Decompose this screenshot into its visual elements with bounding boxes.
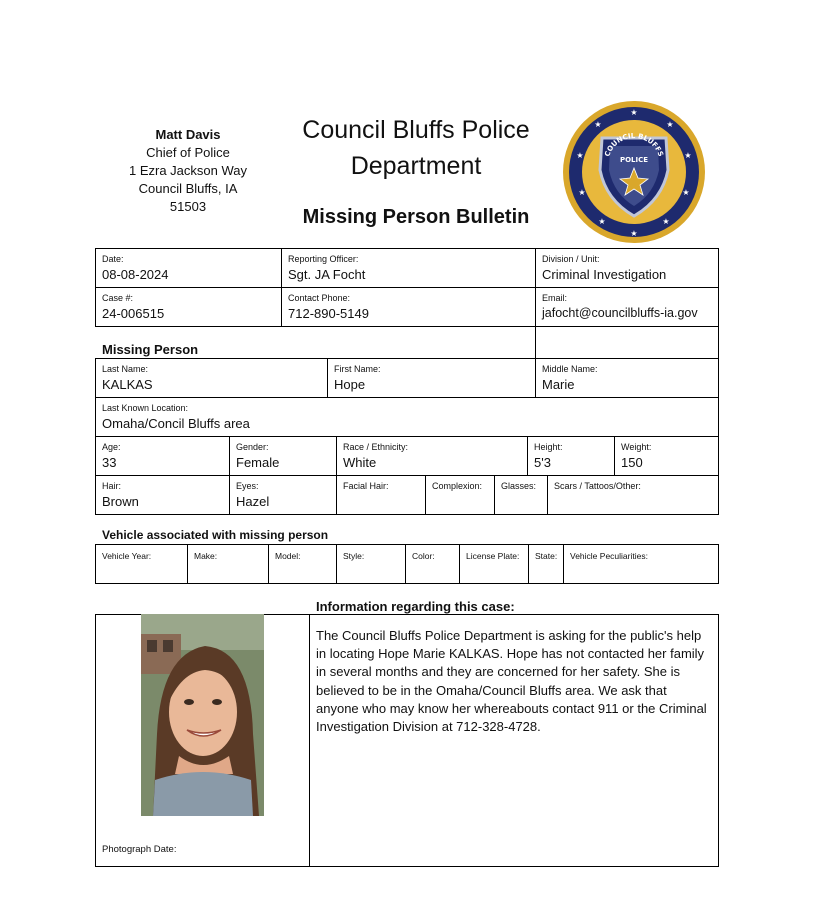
gender-cell [229,436,337,476]
hair-label: Hair: [102,481,122,491]
last-known-location-label: Last Known Location: [102,403,189,413]
case-information-text: The Council Bluffs Police Department is asking for the public's help in locating Hope Marie KALKAS. Hope has not contacted her family in several months and they are concerned for her safety. She is believed to be in the Omaha/Council Bluffs area. We ask that anyone who may know her whereabouts contact 911 or the Criminal Investigation Division at 712-328-4728. [316,628,707,735]
email-label: Email: [542,293,568,303]
height-value: 5'3 [534,455,551,470]
info-heading: Information regarding this case: [316,599,515,614]
department-title-line-1: Council Bluffs Police [302,116,530,144]
last-name-cell [95,358,328,398]
middle-name-cell [535,358,719,398]
vehicle-peculiarities-cell [563,544,719,584]
reporting-officer-label: Reporting Officer: [288,254,359,264]
eyes-cell [229,475,337,515]
bulletin-title: Missing Person Bulletin [302,206,530,228]
vehicle-year-cell [95,544,188,584]
hair-cell [95,475,230,515]
vehicle-style-label: Style: [343,551,365,561]
weight-label: Weight: [621,442,652,452]
address-line-1: 1 Ezra Jackson Way [128,163,247,178]
glasses-cell [494,475,548,515]
gender-value: Female [236,455,280,470]
weight-value: 150 [621,455,643,470]
svg-text:★: ★ [666,120,674,129]
vehicle-state-cell [528,544,564,584]
svg-text:★: ★ [578,188,586,197]
vehicle-color-label: Color: [412,551,435,561]
vehicle-style-cell [336,544,406,584]
svg-text:★: ★ [630,229,638,238]
svg-text:★: ★ [662,217,670,226]
complexion-label: Complexion: [432,481,483,491]
height-label: Height: [534,442,563,452]
race-cell [336,436,528,476]
first-name-cell [327,358,536,398]
vehicle-model-cell [268,544,337,584]
case-number-value: 24-006515 [102,306,165,321]
race-label: Race / Ethnicity: [343,442,409,452]
date-cell [95,248,282,288]
first-name-value: Hope [334,377,366,392]
email-cell [535,287,719,327]
age-cell [95,436,230,476]
facial-hair-label: Facial Hair: [343,481,389,491]
reporting-officer-cell [281,248,536,288]
last-known-location-cell [95,397,719,437]
chief-address-block [100,126,276,216]
missing-person-photo [141,614,264,816]
chief-title: Chief of Police [146,145,230,160]
complexion-cell [425,475,495,515]
race-value: White [343,455,377,470]
hair-value: Brown [102,494,139,509]
license-plate-cell [459,544,529,584]
date-label: Date: [102,254,124,264]
eyes-value: Hazel [236,494,270,509]
address-line-2: Council Bluffs, IA [138,181,238,196]
vehicle-peculiarities-label: Vehicle Peculiarities: [570,551,648,561]
age-value: 33 [102,455,117,470]
vehicle-make-label: Make: [194,551,218,561]
age-label: Age: [102,442,121,452]
vehicle-state-label: State: [535,551,558,561]
contact-phone-value: 712-890-5149 [288,306,369,321]
svg-text:★: ★ [594,120,602,129]
last-known-location-value: Omaha/Concil Bluffs area [102,416,250,431]
gender-label: Gender: [236,442,269,452]
svg-text:★: ★ [630,108,638,117]
first-name-label: First Name: [334,364,381,374]
vehicle-heading: Vehicle associated with missing person [102,528,329,542]
svg-text:★: ★ [576,151,584,160]
seal-text-top: COUNCIL BLUFFS [603,131,665,158]
reporting-officer-value: Sgt. JA Focht [288,267,366,282]
email-value: jafocht@councilbluffs-ia.gov [542,306,698,320]
height-cell [527,436,615,476]
chief-name: Matt Davis [155,127,221,142]
police-seal-logo [562,100,706,244]
department-title-line-2: Department [350,152,482,180]
contact-phone-label: Contact Phone: [288,293,351,303]
address-line-3: 51503 [169,199,207,214]
department-title [282,112,550,184]
weight-cell [614,436,719,476]
contact-phone-cell [281,287,536,327]
facial-hair-cell [336,475,426,515]
svg-text:★: ★ [682,188,690,197]
svg-text:★: ★ [684,151,692,160]
eyes-label: Eyes: [236,481,259,491]
division-label: Division / Unit: [542,254,600,264]
vehicle-year-label: Vehicle Year: [102,551,152,561]
svg-text:★: ★ [598,217,606,226]
glasses-label: Glasses: [501,481,537,491]
seal-text-bottom: POLICE [619,156,649,164]
last-name-label: Last Name: [102,364,149,374]
scars-tattoos-label: Scars / Tattoos/Other: [554,481,641,491]
blank-cell [535,326,719,359]
case-number-label: Case #: [102,293,134,303]
last-name-value: KALKAS [102,377,153,392]
vehicle-make-cell [187,544,269,584]
scars-tattoos-cell [547,475,719,515]
photograph-date-label: Photograph Date: [102,844,177,855]
division-cell [535,248,719,288]
case-number-cell [95,287,282,327]
missing-person-heading: Missing Person [102,342,199,357]
date-value: 08-08-2024 [102,267,169,282]
middle-name-value: Marie [542,377,575,392]
vehicle-color-cell [405,544,460,584]
vehicle-model-label: Model: [275,551,301,561]
middle-name-label: Middle Name: [542,364,598,374]
license-plate-label: License Plate: [466,551,520,561]
division-value: Criminal Investigation [542,267,667,282]
